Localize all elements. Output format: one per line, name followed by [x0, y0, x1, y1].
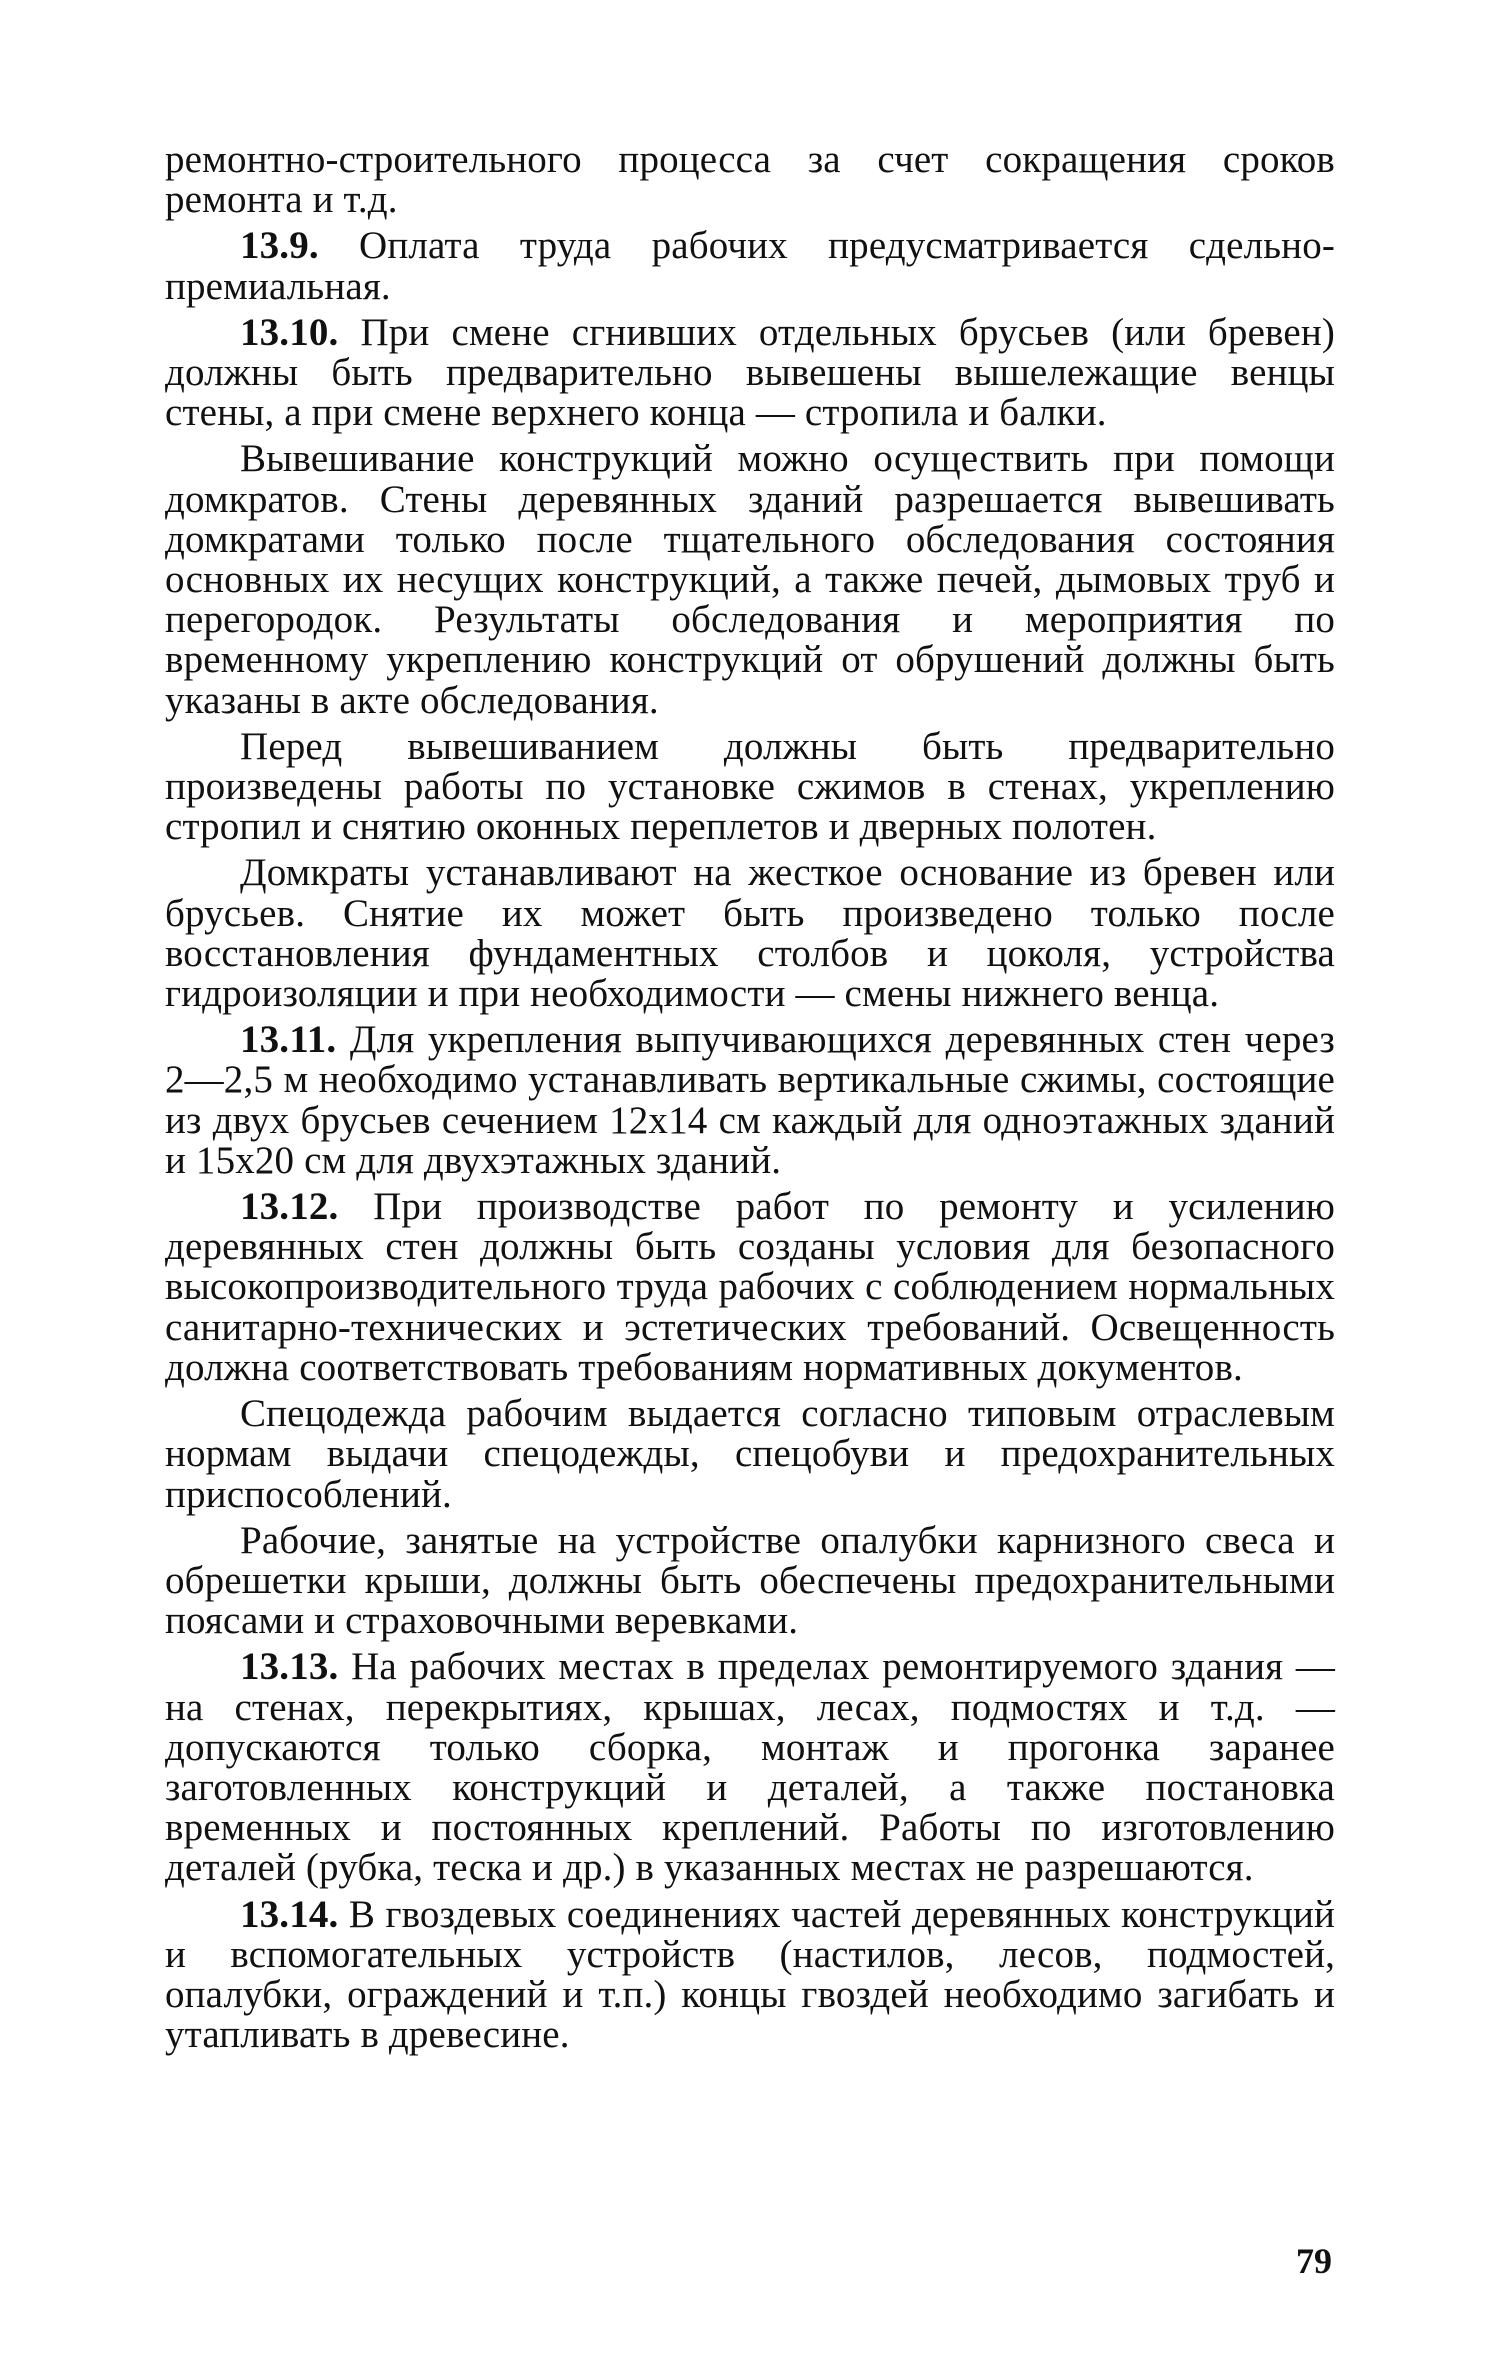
paragraph-text: Домкраты устанавливают на жесткое основание из бревен или брусьев. Снятие их может быть произведено только после восстановления фундаментных столбов и цоколя, устройства гидроизоляции и при необходимости — смены нижнего венца. [165, 851, 1335, 1016]
section-number: 13.11. [240, 1018, 337, 1062]
paragraph-jacks [165, 853, 1335, 1014]
paragraph-13-13 [165, 1647, 1335, 1888]
paragraph-before-suspension [165, 724, 1335, 849]
paragraph-continuation [165, 140, 1335, 220]
section-number: 13.14. [240, 1892, 339, 1936]
paragraph-text: Спецодежда рабочим выдается согласно типовым отраслевым нормам выдачи спецодежды, спецобуви и предохранительных приспособлений. [165, 1392, 1335, 1516]
paragraph-text: Рабочие, занятые на устройстве опалубки карнизного свеса и обрешетки крыши, должны быть обеспечены предохранительными поясами и страховочными веревками. [165, 1518, 1335, 1643]
section-number: 13.9. [240, 224, 319, 268]
paragraph-text: ремонтно-строительного процесса за счет сокращения сроков ремонта и т.д. [165, 138, 1335, 222]
page-number: 79 [1296, 2241, 1332, 2281]
paragraph-text: Оплата труда рабочих предусматривается сдельно-премиальная. [165, 224, 1335, 308]
paragraph-13-12 [165, 1187, 1335, 1388]
paragraph-text: В гвоздевых соединениях частей деревянных конструкций и вспомогательных устройств (настилов, лесов, подмостей, опалубки, ограждений и т.п.) концы гвоздей необходимо загибать и утапливать в древесине. [165, 1892, 1335, 2057]
paragraph-text: При смене сгнивших отдельных брусьев (или бревен) должны быть предварительно вывешены вышележащие венцы стены, а при смене верхнего конца — стропила и балки. [165, 310, 1335, 435]
paragraph-text: Перед вывешиванием должны быть предварительно произведены работы по установке сжимов в стенах, укреплению стропил и снятию оконных переплетов и дверных полотен. [165, 724, 1335, 849]
paragraph-workwear [165, 1394, 1335, 1515]
paragraph-safety-belts [165, 1518, 1335, 1643]
paragraph-13-10 [165, 310, 1335, 435]
paragraph-suspension [165, 439, 1335, 720]
paragraph-13-14 [165, 1892, 1335, 2057]
paragraph-text: Вывешивание конструкций можно осуществить при помощи домкратов. Стены деревянных зданий разрешается вывешивать домкратами только после тщательного обследования состояния основных их несущих конструкций, а также печей, дымовых труб и перегородок. Результаты обследования и мероприятия по временному укреплению конструкций от обрушений должны быть указаны в акте обследования. [165, 437, 1335, 722]
paragraph-text: При производстве работ по ремонту и усилению деревянных стен должны быть созданы условия для безопасного высокопроизводительного труда рабочих с соблюдением нормальных санитарно-технических и эстетических требований. Освещенность должна соответствовать требованиям нормативных документов. [165, 1185, 1335, 1389]
section-number: 13.12. [240, 1185, 339, 1229]
section-number: 13.10. [240, 310, 339, 354]
paragraph-13-9 [165, 226, 1335, 306]
paragraph-text: На рабочих местах в пределах ремонтируемого здания — на стенах, перекрытиях, крышах, лесах, подмостях и т.д. — допускаются только сборка, монтаж и прогонка заранее заготовленных конструкций и деталей, а также постановка временных и постоянных креплений. Работы по изготовлению деталей (рубка, теска и др.) в указанных местах не разрешаются. [165, 1645, 1335, 1890]
paragraph-13-11 [165, 1020, 1335, 1181]
paragraph-text: Для укрепления выпучивающихся деревянных стен через 2—2,5 м необходимо устанавливать вертикальные сжимы, состоящие из двух брусьев сечением 12x14 см каждый для одноэтажных зданий и 15x20 см для двухэтажных зданий. [165, 1018, 1335, 1182]
document-page [165, 140, 1335, 2055]
section-number: 13.13. [240, 1645, 339, 1689]
